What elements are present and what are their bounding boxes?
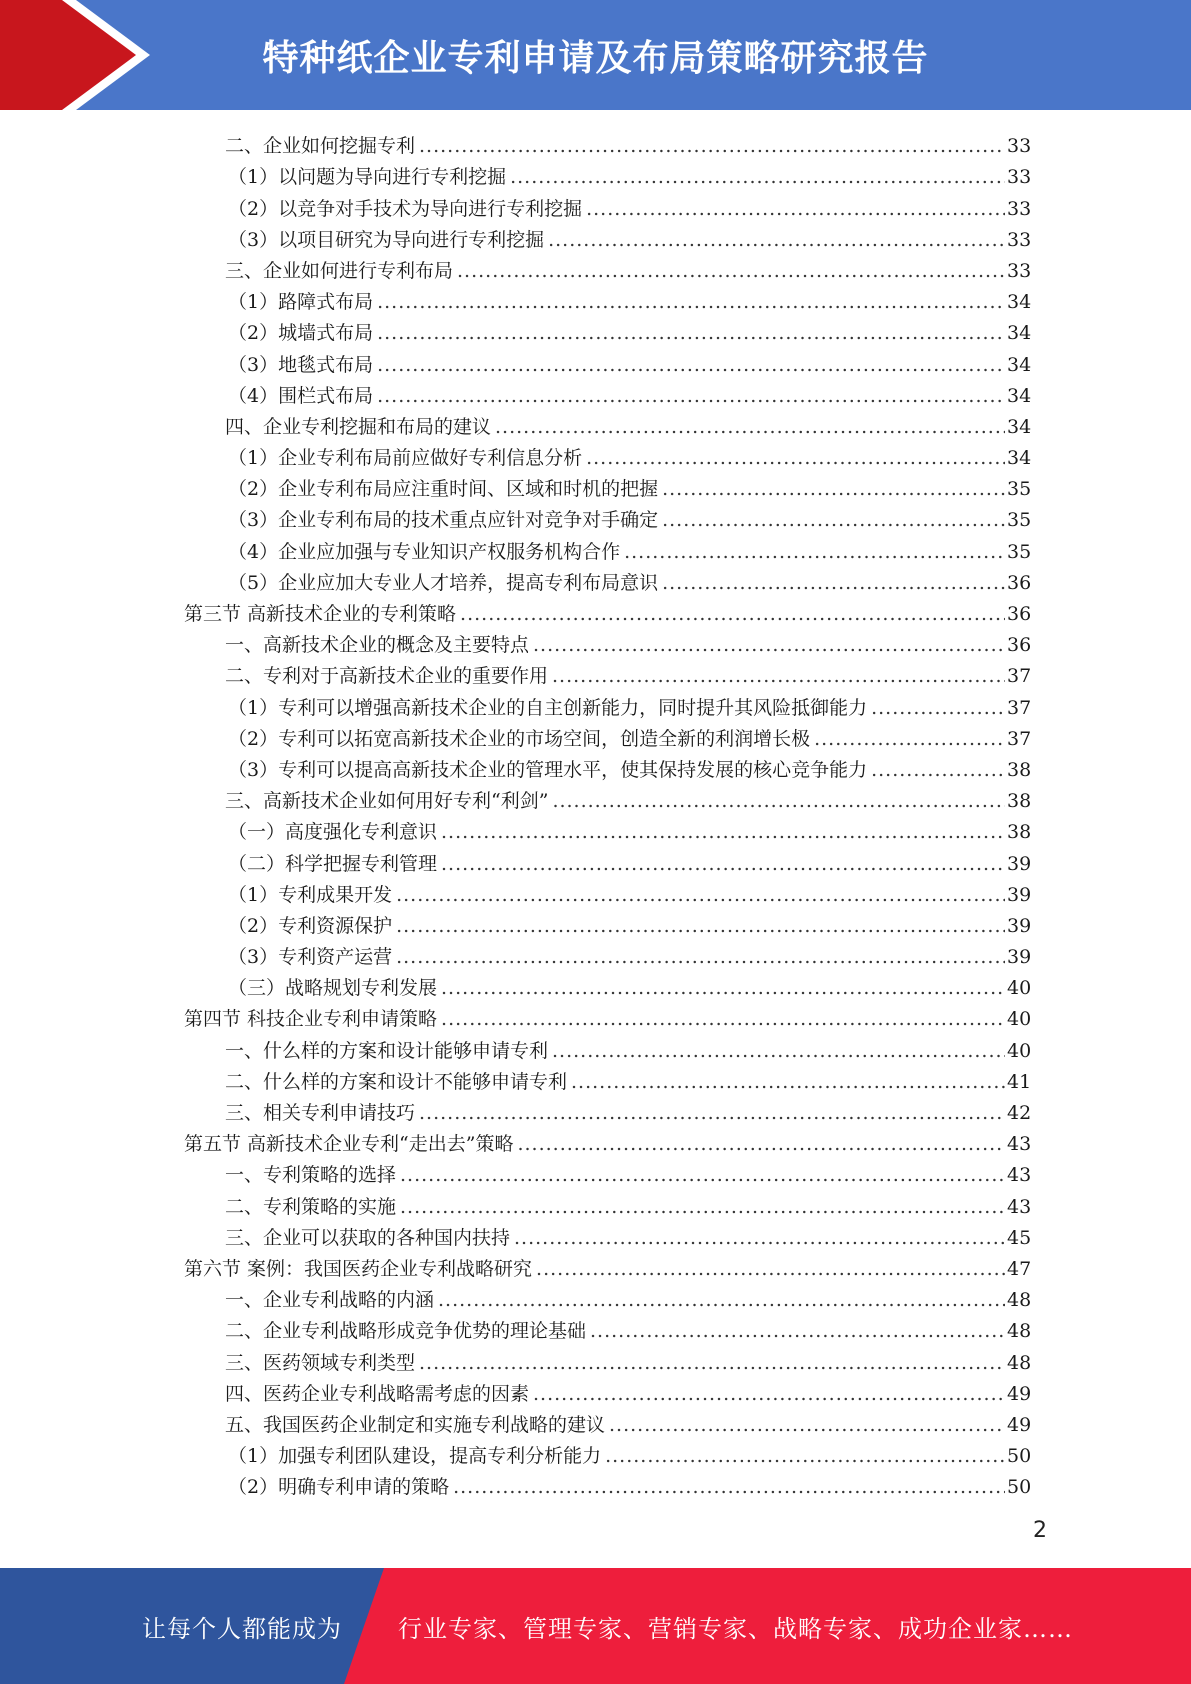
toc-entry-page: 33 [1007, 259, 1032, 282]
toc-entry[interactable] [0, 346, 1191, 377]
toc-entry-page: 37 [1007, 665, 1032, 688]
toc-leader-dots [441, 819, 1005, 845]
toc-entry-label: （4）围栏式布局 [228, 384, 374, 407]
toc-entry[interactable] [0, 1344, 1191, 1375]
toc-entry-page: 39 [1007, 914, 1032, 937]
toc-leader-dots [419, 1100, 1005, 1126]
toc-leader-dots [396, 913, 1005, 939]
toc-entry-page: 47 [1007, 1257, 1032, 1280]
toc-entry-page: 33 [1007, 135, 1032, 158]
toc-entry[interactable] [0, 627, 1191, 658]
toc-entry[interactable] [0, 1220, 1191, 1251]
toc-entry-label: 三、相关专利申请技巧 [225, 1102, 416, 1124]
toc-entry[interactable] [0, 315, 1191, 346]
toc-entry[interactable] [0, 721, 1191, 752]
toc-leader-dots [438, 1287, 1005, 1313]
toc-entry-page: 34 [1007, 322, 1032, 345]
toc-entry-page: 49 [1007, 1413, 1032, 1436]
toc-entry-label: 一、什么样的方案和设计能够申请专利 [225, 1039, 549, 1062]
toc-leader-dots [548, 227, 1005, 253]
toc-entry[interactable] [0, 284, 1191, 315]
toc-leader-dots [609, 1412, 1005, 1438]
toc-entry-page: 34 [1007, 415, 1032, 438]
toc-entry-label: 第五节 高新技术企业专利“走出去”策略 [184, 1133, 514, 1156]
footer-slogan-left: 让每个人都能成为 [142, 1614, 342, 1643]
toc-entry-page: 48 [1007, 1351, 1032, 1374]
toc-entry[interactable] [0, 409, 1191, 440]
toc-entry-label: （3）地毯式布局 [228, 353, 374, 376]
toc-leader-dots [552, 663, 1005, 689]
toc-entry[interactable] [0, 1407, 1191, 1438]
toc-entry[interactable] [0, 939, 1191, 970]
toc-leader-dots [533, 632, 1005, 658]
toc-entry[interactable] [0, 159, 1191, 190]
toc-entry-page: 38 [1007, 821, 1032, 844]
toc-entry-label: （2）以竞争对手技术为导向进行专利挖掘 [228, 197, 583, 220]
toc-entry-page: 48 [1007, 1289, 1032, 1312]
toc-entry-label: （1）加强专利团队建设，提高专利分析能力 [228, 1445, 602, 1468]
toc-entry[interactable] [0, 1469, 1191, 1500]
toc-entry-label: （5）企业应加大专业人才培养，提高专利布局意识 [228, 571, 659, 594]
footer-banner [0, 1568, 1191, 1684]
header-arrow-graphic [0, 0, 160, 110]
toc-entry-label: 第六节 案例：我国医药企业专利战略研究 [184, 1257, 533, 1280]
toc-entry-page: 35 [1007, 478, 1032, 501]
toc-entry[interactable] [0, 253, 1191, 284]
toc-entry[interactable] [0, 658, 1191, 689]
toc-entry[interactable] [0, 565, 1191, 596]
toc-entry[interactable] [0, 502, 1191, 533]
toc-leader-dots [400, 1162, 1005, 1188]
toc-entry-page: 37 [1007, 696, 1032, 719]
footer-slogan-right: 行业专家、管理专家、营销专家、战略专家、成功企业家…… [398, 1614, 1073, 1643]
toc-entry-page: 35 [1007, 540, 1032, 563]
toc-entry-label: （2）企业专利布局应注重时间、区域和时机的把握 [228, 478, 659, 501]
toc-entry[interactable] [0, 1188, 1191, 1219]
toc-entry[interactable] [0, 1126, 1191, 1157]
toc-entry-label: 三、医药领域专利类型 [225, 1351, 416, 1374]
toc-entry[interactable] [0, 908, 1191, 939]
toc-entry-page: 34 [1007, 353, 1032, 376]
toc-entry[interactable] [0, 970, 1191, 1001]
toc-leader-dots [662, 570, 1005, 596]
toc-entry[interactable] [0, 1095, 1191, 1126]
toc-entry[interactable] [0, 1313, 1191, 1344]
toc-leader-dots [590, 1318, 1005, 1344]
toc-entry[interactable] [0, 596, 1191, 627]
toc-entry-page: 42 [1007, 1102, 1032, 1124]
toc-leader-dots [517, 1131, 1005, 1157]
toc-entry-label: （3）以项目研究为导向进行专利挖掘 [228, 228, 545, 251]
toc-leader-dots [536, 1256, 1005, 1282]
toc-entry-label: 第三节 高新技术企业的专利策略 [184, 603, 457, 625]
toc-entry-label: 二、专利对于高新技术企业的重要作用 [225, 665, 549, 688]
toc-entry[interactable] [0, 1376, 1191, 1407]
toc-leader-dots [586, 196, 1005, 222]
toc-leader-dots [453, 1474, 1005, 1500]
toc-entry-page: 33 [1007, 228, 1032, 251]
toc-entry-label: （3）专利可以提高高新技术企业的管理水平，使其保持发展的核心竞争能力 [228, 758, 868, 781]
toc-entry[interactable] [0, 1064, 1191, 1095]
toc-leader-dots [871, 757, 1005, 783]
toc-entry-page: 50 [1007, 1445, 1032, 1468]
toc-entry-label: （三）战略规划专利发展 [228, 977, 438, 1000]
toc-entry-page: 39 [1007, 946, 1032, 969]
toc-entry-page: 40 [1007, 1008, 1032, 1031]
toc-entry[interactable] [0, 1157, 1191, 1188]
toc-entry-page: 40 [1007, 1039, 1032, 1062]
toc-entry-label: （2）专利可以拓宽高新技术企业的市场空间，创造全新的利润增长极 [228, 727, 811, 750]
toc-entry-label: 二、什么样的方案和设计不能够申请专利 [225, 1070, 568, 1093]
toc-entry-label: 第四节 科技企业专利申请策略 [184, 1008, 438, 1031]
toc-leader-dots [871, 695, 1005, 721]
toc-entry-label: 一、高新技术企业的概念及主要特点 [225, 634, 530, 657]
toc-entry[interactable] [0, 222, 1191, 253]
toc-entry[interactable] [0, 689, 1191, 720]
toc-leader-dots [441, 975, 1005, 1001]
toc-leader-dots [377, 320, 1005, 346]
toc-entry-label: 三、企业如何进行专利布局 [225, 259, 454, 282]
toc-entry-page: 34 [1007, 384, 1032, 407]
toc-entry-page: 33 [1007, 166, 1032, 189]
table-of-contents [0, 128, 1191, 1500]
toc-entry-label: （2）明确专利申请的策略 [228, 1476, 450, 1499]
toc-entry[interactable] [0, 190, 1191, 221]
document-title: 特种纸企业专利申请及布局策略研究报告 [262, 37, 929, 79]
toc-entry[interactable] [0, 128, 1191, 159]
toc-entry-label: 二、专利策略的实施 [225, 1195, 397, 1218]
toc-entry[interactable] [0, 845, 1191, 876]
toc-leader-dots [457, 258, 1005, 284]
toc-entry-page: 34 [1007, 291, 1032, 314]
toc-entry-label: 二、企业专利战略形成竞争优势的理论基础 [225, 1320, 587, 1343]
toc-entry-page: 41 [1007, 1070, 1032, 1093]
toc-leader-dots [377, 352, 1005, 378]
toc-entry-page: 39 [1007, 883, 1032, 906]
toc-entry[interactable] [0, 814, 1191, 845]
toc-leader-dots [441, 1006, 1005, 1032]
toc-leader-dots [552, 1038, 1005, 1064]
toc-entry-label: （2）城墙式布局 [228, 322, 374, 345]
toc-entry-label: 四、医药企业专利战略需考虑的因素 [225, 1382, 530, 1405]
toc-entry[interactable] [0, 752, 1191, 783]
toc-entry-label: 二、企业如何挖掘专利 [225, 135, 416, 158]
toc-entry[interactable] [0, 1251, 1191, 1282]
toc-leader-dots [514, 1225, 1005, 1251]
toc-entry-label: 三、高新技术企业如何用好专利“利剑” [225, 790, 549, 813]
toc-entry-label: （1）以问题为导向进行专利挖掘 [228, 166, 507, 189]
toc-leader-dots [377, 289, 1005, 315]
toc-leader-dots [396, 944, 1005, 970]
toc-leader-dots [571, 1069, 1005, 1095]
toc-leader-dots [400, 1194, 1005, 1220]
toc-entry-page: 45 [1007, 1226, 1032, 1249]
toc-entry-page: 43 [1007, 1195, 1032, 1218]
toc-entry-label: 三、企业可以获取的各种国内扶持 [225, 1226, 511, 1249]
toc-entry[interactable] [0, 877, 1191, 908]
toc-entry-page: 38 [1007, 758, 1032, 781]
toc-entry-label: （3）企业专利布局的技术重点应针对竞争对手确定 [228, 509, 659, 532]
toc-entry-label: （1）专利可以增强高新技术企业的自主创新能力，同时提升其风险抵御能力 [228, 696, 868, 719]
toc-leader-dots [419, 133, 1005, 159]
toc-entry-label: （一）高度强化专利意识 [228, 821, 438, 844]
toc-entry-label: （4）企业应加强与专业知识产权服务机构合作 [228, 540, 621, 563]
toc-entry[interactable] [0, 1438, 1191, 1469]
toc-leader-dots [441, 851, 1005, 877]
toc-leader-dots [552, 788, 1005, 814]
toc-entry-label: （1）企业专利布局前应做好专利信息分析 [228, 447, 583, 470]
toc-entry-label: （3）专利资产运营 [228, 946, 393, 969]
toc-leader-dots [814, 726, 1005, 752]
toc-entry-label: 五、我国医药企业制定和实施专利战略的建议 [225, 1413, 606, 1436]
toc-entry-page: 43 [1007, 1164, 1032, 1187]
toc-entry-page: 49 [1007, 1382, 1032, 1405]
toc-entry-label: （1）路障式布局 [228, 291, 374, 314]
toc-leader-dots [460, 601, 1005, 627]
toc-leader-dots [377, 383, 1005, 409]
toc-entry[interactable] [0, 533, 1191, 564]
toc-entry[interactable] [0, 1282, 1191, 1313]
toc-entry-page: 40 [1007, 977, 1032, 1000]
toc-entry-page: 43 [1007, 1133, 1032, 1156]
toc-entry-label: 一、企业专利战略的内涵 [225, 1289, 435, 1312]
header-banner [0, 0, 1191, 110]
toc-entry[interactable] [0, 1032, 1191, 1063]
toc-entry-page: 34 [1007, 447, 1032, 470]
toc-entry-page: 36 [1007, 634, 1032, 657]
toc-entry-label: （2）专利资源保护 [228, 914, 393, 937]
toc-entry-page: 50 [1007, 1476, 1032, 1499]
toc-leader-dots [605, 1443, 1005, 1469]
toc-entry-label: （1）专利成果开发 [228, 883, 393, 906]
toc-leader-dots [510, 164, 1005, 190]
toc-leader-dots [624, 539, 1005, 565]
toc-entry-page: 38 [1007, 790, 1032, 813]
toc-entry[interactable] [0, 1001, 1191, 1032]
toc-leader-dots [419, 1350, 1005, 1376]
toc-entry[interactable] [0, 378, 1191, 409]
toc-leader-dots [495, 414, 1005, 440]
toc-entry-label: 四、企业专利挖掘和布局的建议 [225, 415, 492, 438]
toc-leader-dots [586, 445, 1005, 471]
toc-leader-dots [662, 507, 1005, 533]
toc-entry-page: 33 [1007, 197, 1032, 220]
toc-leader-dots [533, 1381, 1005, 1407]
toc-entry[interactable] [0, 471, 1191, 502]
toc-entry-page: 36 [1007, 571, 1032, 594]
toc-entry[interactable] [0, 440, 1191, 471]
toc-entry-label: （二）科学把握专利管理 [228, 852, 438, 875]
toc-entry-page: 35 [1007, 509, 1032, 532]
toc-leader-dots [662, 476, 1005, 502]
toc-entry-label: 一、专利策略的选择 [225, 1164, 397, 1187]
toc-entry-page: 37 [1007, 727, 1032, 750]
toc-leader-dots [396, 882, 1005, 908]
toc-entry[interactable] [0, 783, 1191, 814]
toc-entry-page: 39 [1007, 852, 1032, 875]
page-number: 2 [1033, 1518, 1047, 1543]
toc-entry-page: 48 [1007, 1320, 1032, 1343]
toc-entry-page: 36 [1007, 603, 1032, 625]
